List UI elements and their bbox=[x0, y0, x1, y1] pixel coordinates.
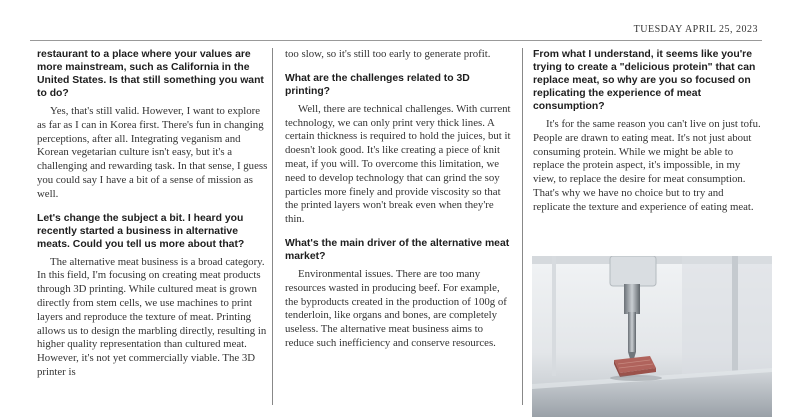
3d-printer-photo bbox=[532, 256, 772, 417]
3d-printer-illustration bbox=[532, 256, 772, 417]
answer: It's for the same reason you can't live on just tofu. People are drawn to eating meat. It's not just about consuming protein. While we might be able to replace the protein aspect, it's impossible, in my view, to replace the desire for meat consumption. That's why we have no choice but to try and replicate the texture and experience of eating meat. bbox=[533, 118, 761, 213]
question: Let's change the subject a bit. I heard you recently started a business in alternative meats. Could you tell us more about that? bbox=[37, 212, 245, 250]
answer: The alternative meat business is a broad category. In this field, I'm focusing on creating meat products through 3D printing. While cultured meat is grown directly from stem cells, we use machines to print layers and reproduce the texture of meat. Printing allows us to design the marbling directly, resulting in higher quality representation than cultured meat. However, it's not yet commercially viable. The 3D printer is bbox=[37, 255, 267, 378]
answer-continued: too slow, so it's still too early to generate profit. bbox=[285, 48, 491, 60]
answer: Yes, that's still valid. However, I want to explore as far as I can in Korea first. There's fun in changing perceptions, after all. Integrating veganism and Korean vegetarian culture isn't easy, but it's a challenging and rewarding task. In that sense, I guess you could say I have a bit of a sense of mission as well. bbox=[37, 105, 268, 200]
question: What are the challenges related to 3D printing? bbox=[285, 72, 470, 97]
question: restaurant to a place where your values are more mainstream, such as California in the United States. Is that still something you want to do? bbox=[37, 49, 264, 99]
answer: Environmental issues. There are too many resources wasted in producing beef. For example, the byproducts created in the production of 100g of tenderloin, like organs and bones, are completely useless. The alternative meat business aims to reduce such inefficiency and conserve resources. bbox=[285, 267, 507, 349]
column-1 bbox=[37, 48, 269, 390]
column-divider bbox=[522, 48, 523, 405]
column-2 bbox=[285, 48, 513, 361]
question: From what I understand, it seems like you're trying to create a "delicious protein" that can replace meat, so why are you so focused on replicating the experience of meat consumption? bbox=[533, 49, 756, 112]
answer: Well, there are technical challenges. With current technology, we can only print very thick lines. A certain thickness is required to hold the juices, but it doesn't look good. It's like creating a piece of knit meat, if you will. To overcome this limitation, we need to develop technology that can grind the soy particles more finely and provide viscosity so that the printed layers won't break even when they're thin. bbox=[285, 102, 511, 226]
header-rule bbox=[30, 40, 762, 41]
issue-date: TUESDAY APRIL 25, 2023 bbox=[633, 24, 758, 35]
column-divider bbox=[272, 48, 273, 405]
question: What's the main driver of the alternative meat market? bbox=[285, 237, 510, 262]
column-3 bbox=[533, 48, 761, 225]
